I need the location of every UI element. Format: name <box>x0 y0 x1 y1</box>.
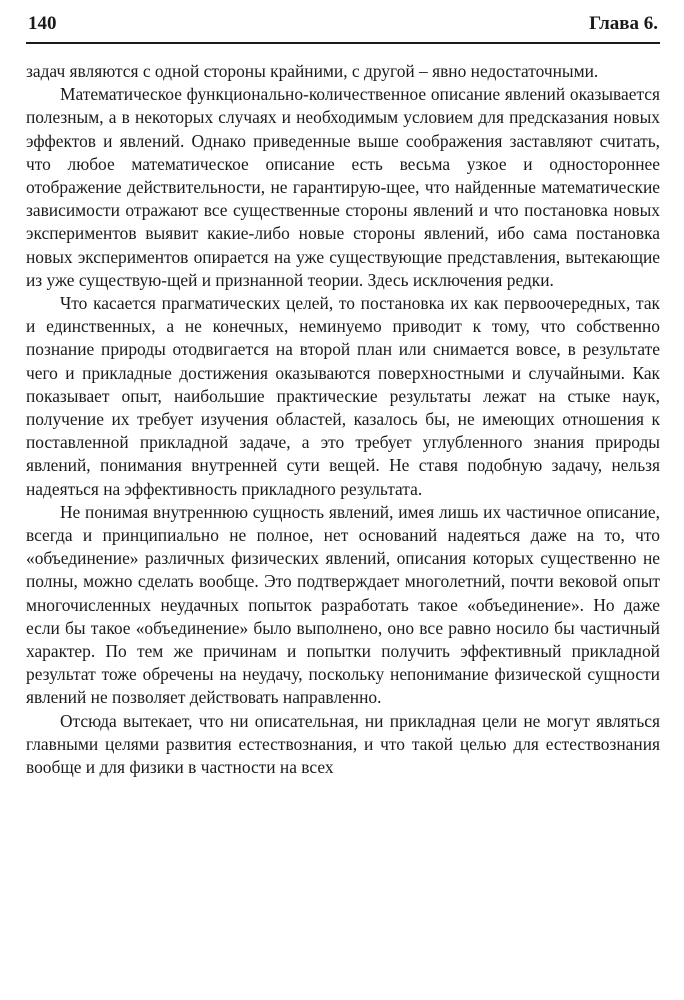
paragraph: Отсюда вытекает, что ни описательная, ни прикладная цели не могут являться главными целями развития естествознания, и что такой целью для естествознания вообще и для физики в частности на всех <box>26 710 660 778</box>
header-rule <box>26 42 660 44</box>
page-number: 140 <box>28 13 57 34</box>
paragraph: Что касается прагматических целей, то постановка их как первоочередных, так и единственных, а не конечных, неминуемо приводит к тому, что собственно познание природы отодвигается на второй план или снимается вовсе, в результате чего и прикладные достижения оказываются поверхностными и случайными. Как показывает опыт, наибольшие практические результаты лежат на стыке наук, получение их требует изучения областей, казалось бы, не имеющих отношения к поставленной прикладной задаче, а это требует углубленного знания природы явлений, понимания внутренней сути вещей. Не ставя подобную задачу, нельзя надеяться на эффективность прикладного результата. <box>26 293 660 499</box>
running-header <box>26 10 660 36</box>
paragraph: Математическое функционально-количественное описание явлений оказывается полезным, а в некоторых случаях и необходимым условием для предсказания новых эффектов и явлений. Однако приведенные выше соображения заставляют считать, что любое математическое описание есть весьма узкое и одностороннее отображение действительности, не гарантирую-щее, что найденные математические зависимости отражают все существенные стороны явлений и что постановка новых экспериментов выявит какие-либо новые стороны явлений, ибо сама постановка новых экспериментов опирается на уже существующие представления, вытекающие из уже существую-щей и признанной теории. Здесь исключения редки. <box>26 84 660 290</box>
paragraph: Не понимая внутреннюю сущность явлений, имея лишь их частичное описание, всегда и принципиально не полное, нет оснований надеяться даже на то, что «объединение» различных физических явлений, описания которых существенно не полны, можно сделать вообще. Это подтверждает многолетний, почти вековой опыт многочисленных неудачных попыток разработать такое «объединение». Но даже если бы такое «объединение» было выполнено, оно все равно носило бы частичный характер. По тем же причинам и попытки получить эффективный прикладной результат тоже обречены на неудачу, поскольку непонимание физической сущности явлений не позволяет действовать направленно. <box>26 501 660 708</box>
body-text <box>26 60 660 779</box>
chapter-title: Глава 6. <box>589 13 658 34</box>
paragraph-continued: задач являются с одной стороны крайними, с другой – явно недостаточными. <box>26 61 599 81</box>
